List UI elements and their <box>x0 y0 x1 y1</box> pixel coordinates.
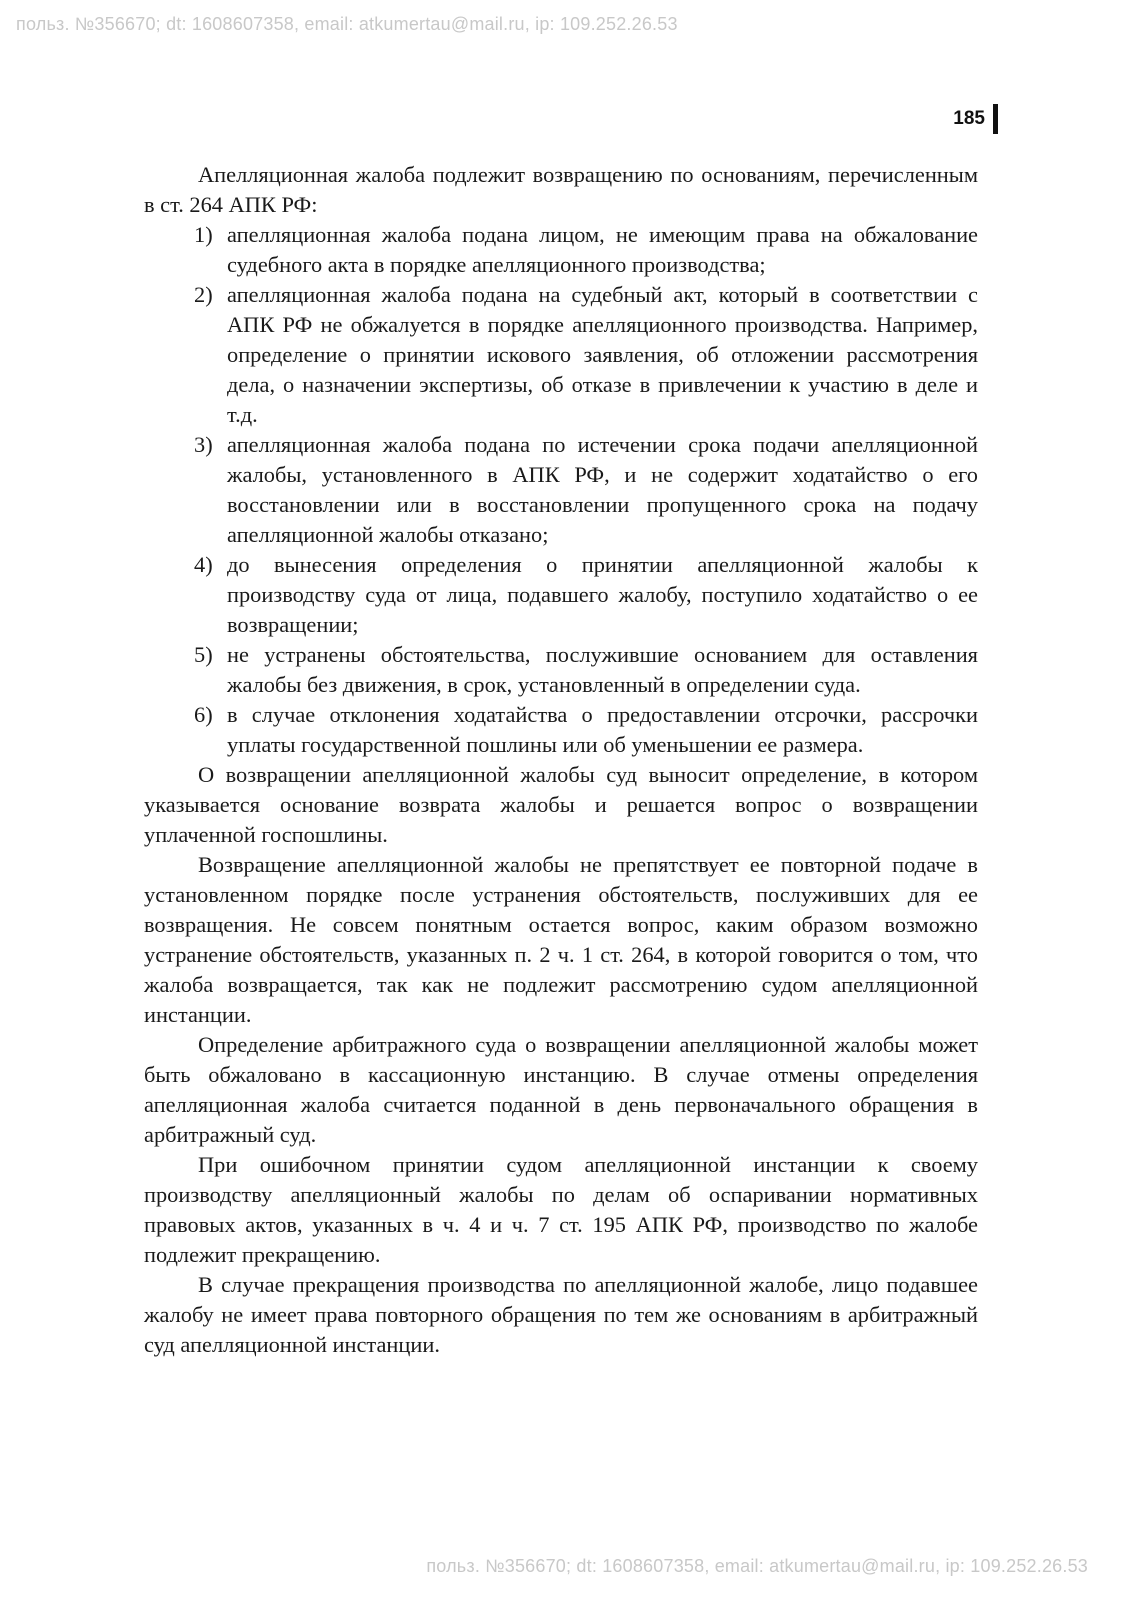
body-paragraph: При ошибочном принятии судом апелляционной инстанции к своему производству апелляционный жалобы по делам об оспаривании нормативных правовых актов, указанных в ч. 4 и ч. 7 ст. 195 АПК РФ, производство по жалобе подлежит прекращению. <box>144 1152 978 1267</box>
list-item-number: 1) <box>194 222 213 247</box>
watermark-bottom: польз. №356670; dt: 1608607358, email: atkumertau@mail.ru, ip: 109.252.26.53 <box>426 1556 1088 1576</box>
page-number: 185 <box>953 108 985 129</box>
body-paragraph: О возвращении апелляционной жалобы суд выносит определение, в котором указывается основание возврата жалобы и решается вопрос о возвращении уплаченной госпошлины. <box>144 762 978 847</box>
list-item <box>194 220 978 280</box>
list-item-text: не устранены обстоятельства, послужившие основанием для оставления жалобы без движения, в срок, установленный в определении суда. <box>227 642 978 697</box>
watermark-top: польз. №356670; dt: 1608607358, email: atkumertau@mail.ru, ip: 109.252.26.53 <box>16 14 678 34</box>
list-item <box>194 280 978 430</box>
list-item-number: 6) <box>194 702 213 727</box>
page-body <box>144 160 978 1360</box>
body-paragraph: Возвращение апелляционной жалобы не препятствует ее повторной подаче в установленном порядке после устранения обстоятельств, послуживших для ее возвращения. Не совсем понятным остается вопрос, каким образом возможно устранение обстоятельств, указанных п. 2 ч. 1 ст. 264, в которой говорится о том, что жалоба возвращается, так как не подлежит рассмотрению судом апелляционной инстанции. <box>144 852 978 1027</box>
list-item-text: до вынесения определения о принятии апелляционной жалобы к производству суда от лица, подавшего жалобу, поступило ходатайство о ее возвращении; <box>227 552 978 637</box>
intro-paragraph: Апелляционная жалоба подлежит возвращению по основаниям, перечисленным в ст. 264 АПК РФ: <box>144 162 978 217</box>
page-header <box>953 104 998 134</box>
list-item-number: 2) <box>194 282 213 307</box>
list-item-text: апелляционная жалоба подана лицом, не имеющим права на обжалование судебного акта в порядке апелляционного производства; <box>227 222 978 277</box>
list-item <box>194 640 978 700</box>
return-grounds-list <box>144 220 978 760</box>
list-item-number: 5) <box>194 642 213 667</box>
list-item-number: 3) <box>194 432 213 457</box>
list-item <box>194 550 978 640</box>
list-item-text: апелляционная жалоба подана по истечении срока подачи апелляционной жалобы, установленного в АПК РФ, и не содержит ходатайство о его восстановлении или в восстановлении пропущенного срока на подачу апелляционной жалобы отказано; <box>227 432 978 547</box>
body-paragraph: В случае прекращения производства по апелляционной жалобе, лицо подавшее жалобу не имеет права повторного обращения по тем же основаниям в арбитражный суд апелляционной инстанции. <box>144 1272 978 1357</box>
list-item <box>194 700 978 760</box>
list-item-text: апелляционная жалоба подана на судебный акт, который в соответствии с АПК РФ не обжалуется в порядке апелляционного производства. Например, определение о принятии искового заявления, об отложении рассмотрения дела, о назначении экспертизы, об отказе в привлечении к участию в деле и т.д. <box>227 282 978 427</box>
list-item <box>194 430 978 550</box>
page-number-bar <box>993 104 998 134</box>
list-item-text: в случае отклонения ходатайства о предоставлении отсрочки, рассрочки уплаты государственной пошлины или об уменьшении ее размера. <box>227 702 978 757</box>
list-item-number: 4) <box>194 552 213 577</box>
body-paragraph: Определение арбитражного суда о возвращении апелляционной жалобы может быть обжаловано в кассационную инстанцию. В случае отмены определения апелляционная жалоба считается поданной в день первоначального обращения в арбитражный суд. <box>144 1032 978 1147</box>
